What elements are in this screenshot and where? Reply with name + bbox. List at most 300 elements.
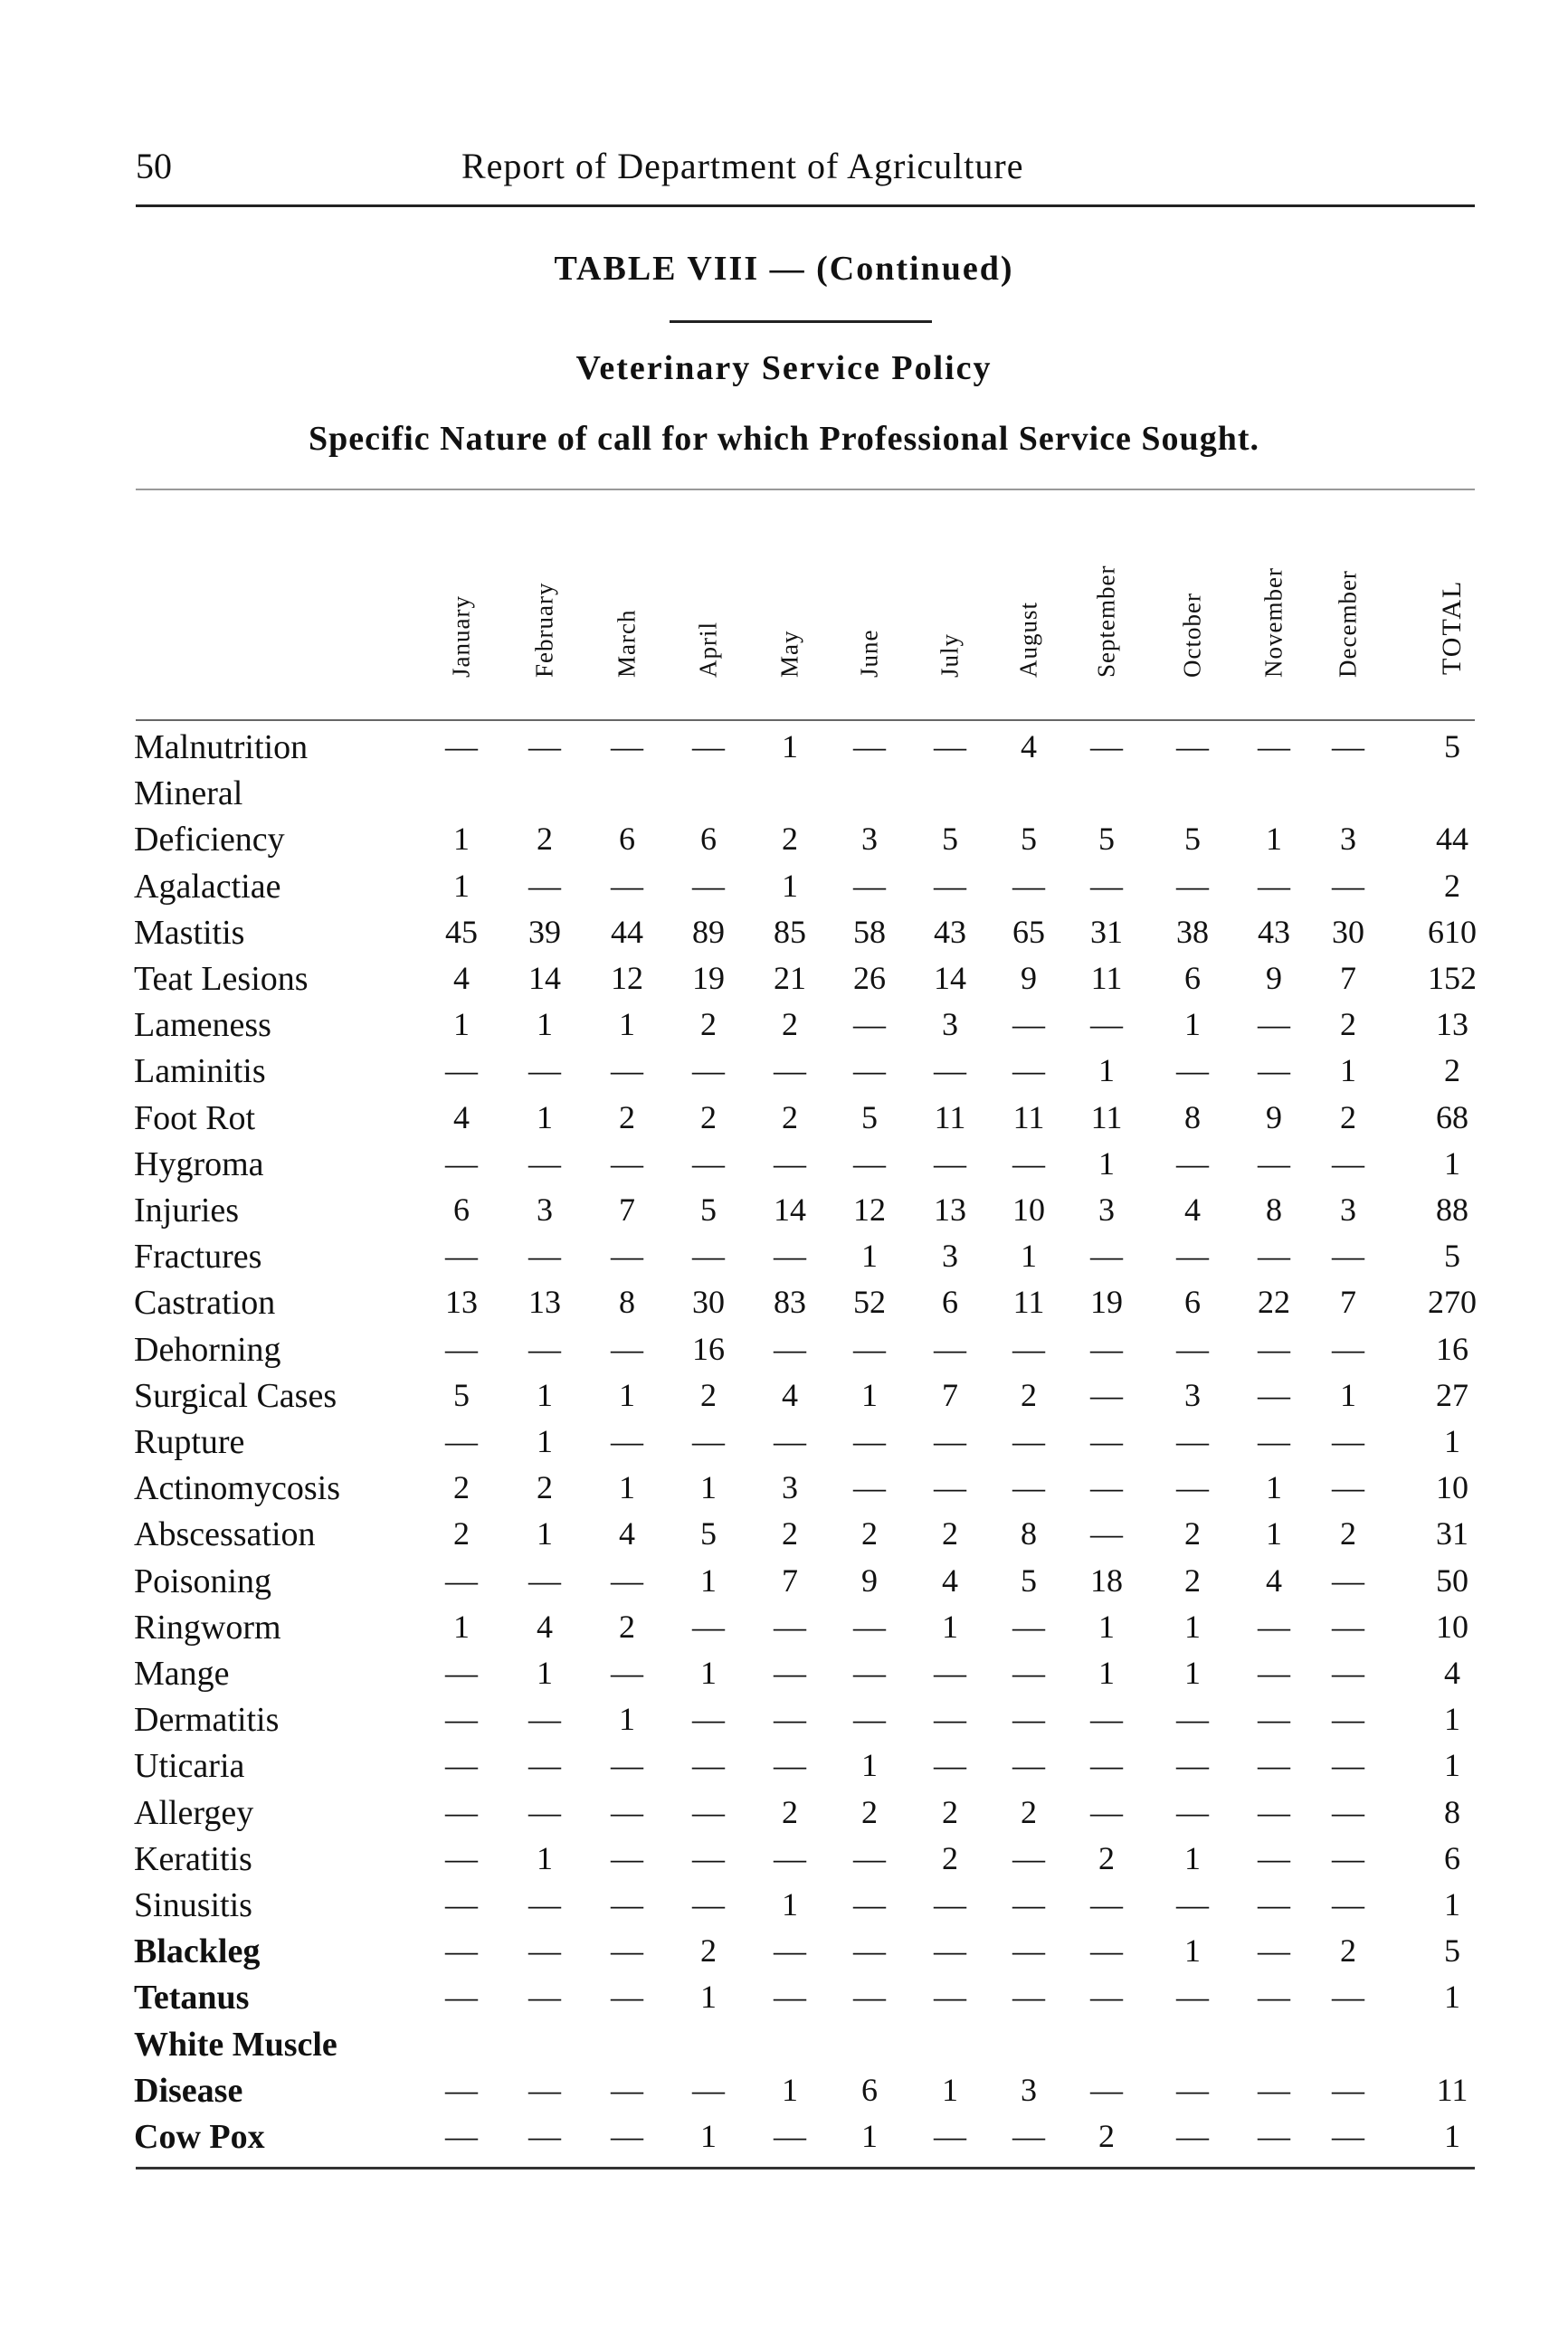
table-cell: — [1332,1469,1364,1506]
table-cell: — [611,1330,643,1367]
table-cell: — [611,1144,643,1182]
table-cell: — [934,1701,966,1738]
table-cell: 2 [1098,2118,1115,2154]
table-cell: — [611,1655,643,1691]
table-cell: 2 [1184,1562,1201,1599]
table-row [0,1048,1568,1095]
row-label: Foot Rot [134,1098,256,1137]
table-cell: 88 [1436,1191,1468,1228]
table-cell: — [1176,1701,1209,1738]
table-cell: — [445,2071,478,2108]
row-label: Malnutrition [134,728,309,766]
table-row [0,1696,1568,1743]
column-header-label: November [1259,567,1288,678]
table-cell: 11 [1090,1098,1123,1135]
table-row [0,816,1568,863]
table-cell: 1 [1444,1144,1460,1182]
table-row [0,1419,1568,1466]
column-header-november [1251,507,1297,706]
table-cell: — [1258,1006,1290,1043]
table-cell: — [1332,2118,1364,2154]
table-cell: — [611,2118,643,2154]
table-cell: 8 [1444,1793,1460,1830]
table-cell: 4 [1184,1191,1201,1228]
table-cell: — [692,1886,725,1923]
table-cell: 13 [528,1284,561,1321]
table-cell: 14 [528,960,561,996]
table-cell: 4 [453,1098,470,1135]
table-cell: — [1332,1979,1364,2016]
table-row [0,770,1568,817]
row-label: Ringworm [134,1608,281,1647]
table-cell: 10 [1436,1608,1468,1645]
table-row [0,1974,1568,2021]
table-cell: 4 [1444,1655,1460,1691]
table-cell: — [528,1886,561,1923]
table-cell: 3 [1340,1191,1356,1228]
table-cell: — [853,1932,886,1970]
table-cell: 2 [1021,1793,1037,1830]
table-cell: 1 [1444,1886,1460,1923]
table-cell: 5 [1444,1932,1460,1970]
row-label: Blackleg [134,1932,261,1971]
table-cell: 22 [1258,1284,1290,1321]
table-row [0,1372,1568,1419]
table-cell: 2 [1021,1376,1037,1413]
table-cell: — [1012,1423,1045,1459]
table-cell: 2 [453,1515,470,1552]
table-cell: — [611,1238,643,1275]
table-cell: 43 [934,913,966,950]
table-cell: — [1012,1886,1045,1923]
table-cell: — [1012,867,1045,904]
table-cell: — [934,1932,966,1970]
table-cell: 1 [700,1562,717,1599]
table-cell: — [1090,1515,1123,1552]
table-cell: — [1090,1932,1123,1970]
table-cell: — [445,1886,478,1923]
table-cell: — [1258,1238,1290,1275]
table-cell: — [611,1562,643,1599]
running-head: Report of Department of Agriculture [461,146,1024,186]
table-cell: — [445,1701,478,1738]
table-cell: 52 [853,1284,886,1321]
table-cell: 270 [1428,1284,1477,1321]
column-header-september [1084,507,1129,706]
table-cell: 2 [942,1839,958,1876]
table-cell: 1 [942,2071,958,2108]
table-cell: — [611,2071,643,2108]
table-cell: — [853,1330,886,1367]
page-header [127,145,1475,199]
table-cell: 10 [1436,1469,1468,1506]
table-cell: 1 [861,1376,878,1413]
table-cell: — [853,867,886,904]
table-cell: 6 [453,1191,470,1228]
column-header-label: February [530,582,558,678]
row-label: Mineral [134,774,243,813]
table-cell: 2 [861,1515,878,1552]
table-cell: 2 [700,1006,717,1043]
table-cell: 5 [942,821,958,858]
table-cell: — [445,1330,478,1367]
table-cell: — [1332,1839,1364,1876]
table-cell: — [528,1747,561,1784]
table-cell: 5 [1444,1238,1460,1275]
table-cell: — [611,1932,643,1970]
table-cell: 6 [700,821,717,858]
table-row [0,1141,1568,1188]
table-cell: 6 [619,821,635,858]
table-cell: — [692,728,725,764]
row-label: Surgical Cases [134,1376,337,1415]
table-cell: — [1332,1701,1364,1738]
table-cell: 1 [1266,1469,1282,1506]
table-cell: — [692,1238,725,1275]
table-cell: 1 [1184,1839,1201,1876]
table-row [0,724,1568,771]
table-cell: 1 [1184,1006,1201,1043]
table-cell: 3 [1098,1191,1115,1228]
table-cell: — [528,2118,561,2154]
table-row [0,1326,1568,1373]
table-cell: 1 [700,1655,717,1691]
header-bottom-rule [136,719,1475,721]
table-cell: 6 [1184,960,1201,996]
table-cell: — [1258,867,1290,904]
table-cell: 89 [692,913,725,950]
table-cell: 6 [1444,1839,1460,1876]
table-cell: 5 [1021,821,1037,858]
table-cell: — [692,1701,725,1738]
table-cell: 6 [942,1284,958,1321]
table-cell: 2 [1184,1515,1201,1552]
table-cell: — [774,1144,806,1182]
column-header-december [1326,507,1371,706]
table-cell: 7 [782,1562,798,1599]
table-cell: — [1258,1932,1290,1970]
table-cell: 8 [1266,1191,1282,1228]
table-cell: 3 [1340,821,1356,858]
table-cell: 1 [1098,1052,1115,1089]
table-cell: — [1090,1376,1123,1413]
table-cell: 2 [861,1793,878,1830]
table-cell: — [1332,1747,1364,1784]
table-row [0,1742,1568,1790]
table-cell: 1 [1021,1238,1037,1275]
table-cell: 1 [1098,1144,1115,1182]
table-cell: 1 [1340,1376,1356,1413]
table-cell: — [528,1979,561,2016]
table-title: TABLE VIII — (Continued) [554,250,1014,288]
table-cell: — [853,1701,886,1738]
row-label: Mastitis [134,913,245,952]
table-cell: 2 [782,1006,798,1043]
table-cell: 5 [1021,1562,1037,1599]
table-cell: — [774,1701,806,1738]
table-cell: 1 [453,867,470,904]
table-cell: 5 [1444,728,1460,764]
table-cell: — [774,1655,806,1691]
table-cell: — [445,728,478,764]
table-cell: — [692,1747,725,1784]
table-cell: — [611,1423,643,1459]
table-cell: 11 [1090,960,1123,996]
table-cell: — [692,1608,725,1645]
table-cell: — [1332,1655,1364,1691]
row-label: Lameness [134,1006,271,1045]
table-cell: — [1012,1469,1045,1506]
table-cell: 1 [861,1747,878,1784]
table-cell: — [1332,867,1364,904]
table-cell: — [1090,1238,1123,1275]
row-label: Castration [134,1284,276,1323]
table-cell: 2 [942,1515,958,1552]
table-cell: — [611,1886,643,1923]
table-cell: 1 [1444,1701,1460,1738]
column-header-label: May [775,630,803,678]
column-header-april [686,507,731,706]
table-cell: — [1012,1330,1045,1367]
table-cell: — [692,2071,725,2108]
table-cell: 10 [1012,1191,1045,1228]
table-cell: — [774,1052,806,1089]
table-cell: — [692,1793,725,1830]
table-cell: 2 [1340,1515,1356,1552]
table-cell: — [1258,1793,1290,1830]
row-label: Poisoning [134,1562,272,1600]
table-cell: 43 [1258,913,1290,950]
table-cell: 1 [1444,1423,1460,1459]
table-cell: — [1012,1052,1045,1089]
table-cell: 7 [942,1376,958,1413]
table-cell: — [1176,1979,1209,2016]
table-cell: 1 [700,2118,717,2154]
table-cell: 11 [934,1098,966,1135]
table-row [0,1002,1568,1049]
table-cell: — [1258,1144,1290,1182]
column-header-july [927,507,973,706]
column-header-total [1430,507,1475,706]
table-cell: — [1258,1423,1290,1459]
table-cell: — [1332,1423,1364,1459]
table-cell: 16 [692,1330,725,1367]
table-cell: 1 [537,1098,553,1135]
table-cell: 610 [1428,913,1477,950]
table-cell: — [1176,1793,1209,1830]
table-row [0,1187,1568,1234]
table-row [0,1233,1568,1280]
table-cell: 2 [1444,867,1460,904]
table-cell: — [528,1793,561,1830]
table-cell: — [774,1839,806,1876]
table-row [0,909,1568,956]
table-cell: 1 [619,1006,635,1043]
table-cell: 7 [1340,1284,1356,1321]
table-cell: 1 [453,1006,470,1043]
table-cell: — [528,1701,561,1738]
table-cell: — [774,2118,806,2154]
table-cell: — [692,1052,725,1089]
table-cell: — [692,1423,725,1459]
table-cell: — [774,1423,806,1459]
table-cell: — [934,1747,966,1784]
table-cell: — [1012,1839,1045,1876]
table-cell: 1 [537,1839,553,1876]
column-header-march [604,507,650,706]
table-cell: — [774,1330,806,1367]
table-cell: — [528,867,561,904]
table-cell: 8 [1021,1515,1037,1552]
table-row [0,1511,1568,1558]
column-header-label: September [1092,565,1120,678]
table-cell: — [1332,1886,1364,1923]
table-cell: 2 [1444,1052,1460,1089]
table-cell: 2 [700,1932,717,1970]
table-cell: — [1012,1608,1045,1645]
table-cell: — [1258,1747,1290,1784]
table-cell: 6 [861,2071,878,2108]
table-cell: — [934,1052,966,1089]
table-cell: — [445,1562,478,1599]
table-cell: — [934,1979,966,2016]
table-cell: 3 [942,1006,958,1043]
table-cell: 4 [1021,728,1037,764]
table-cell: 2 [619,1098,635,1135]
table-cell: 5 [700,1515,717,1552]
table-cell: 26 [853,960,886,996]
table-cell: — [934,728,966,764]
table-cell: — [1332,1238,1364,1275]
table-cell: — [1176,1469,1209,1506]
table-cell: — [1258,1839,1290,1876]
table-cell: 7 [1340,960,1356,996]
column-header-label: March [613,609,641,678]
table-cell: — [934,867,966,904]
table-cell: — [1176,1886,1209,1923]
table-row [0,1279,1568,1326]
row-label: Uticaria [134,1747,245,1786]
table-cell: — [1176,1052,1209,1089]
table-cell: 1 [1266,1515,1282,1552]
table-cell: — [1258,1052,1290,1089]
table-cell: 12 [611,960,643,996]
table-cell: 44 [611,913,643,950]
row-label: Dehorning [134,1330,281,1369]
table-cell: 3 [1184,1376,1201,1413]
table-cell: — [1332,728,1364,764]
column-header-august [1006,507,1051,706]
table-cell: 12 [853,1191,886,1228]
table-cell: 14 [934,960,966,996]
table-cell: — [934,1423,966,1459]
column-header-label: TOTAL [1437,579,1467,675]
table-cell: — [445,1655,478,1691]
table-cell: 5 [1098,821,1115,858]
table-cell: — [1090,1793,1123,1830]
table-cell: — [528,728,561,764]
table-cell: — [853,1608,886,1645]
table-cell: 1 [619,1376,635,1413]
table-cell: — [1258,728,1290,764]
table-cell: — [1090,867,1123,904]
table-cell: 11 [1012,1284,1045,1321]
row-label: Fractures [134,1238,262,1277]
table-description: Specific Nature of call for which Professional Service Sought. [309,420,1259,458]
table-cell: 1 [861,1238,878,1275]
table-cell: — [1176,867,1209,904]
table-cell: 85 [774,913,806,950]
row-label: Keratitis [134,1839,252,1878]
table-cell: — [445,1238,478,1275]
table-cell: — [1258,1886,1290,1923]
table-cell: — [1090,2071,1123,2108]
table-cell: — [611,1839,643,1876]
table-cell: — [1258,1979,1290,2016]
row-label: White Muscle [134,2025,337,2064]
table-cell: — [1090,728,1123,764]
column-header-label: January [447,595,475,678]
table-cell: — [445,1839,478,1876]
header-rule [136,204,1475,207]
table-cell: 27 [1436,1376,1468,1413]
table-cell: 6 [1184,1284,1201,1321]
table-top-rule [136,489,1475,490]
table-cell: — [611,1052,643,1089]
table-cell: 1 [1184,1655,1201,1691]
row-label: Rupture [134,1423,245,1461]
row-label: Deficiency [134,821,285,859]
table-cell: 2 [782,821,798,858]
table-cell: — [1090,1886,1123,1923]
table-cell: — [1012,1655,1045,1691]
table-cell: — [1090,1701,1123,1738]
table-row [0,2021,1568,2068]
table-cell: 1 [619,1701,635,1738]
row-label: Mange [134,1655,230,1693]
table-cell: 1 [537,1006,553,1043]
table-cell: 1 [537,1515,553,1552]
table-cell: — [445,1052,478,1089]
table-cell: — [853,1655,886,1691]
table-row [0,2113,1568,2160]
table-cell: 2 [453,1469,470,1506]
table-cell: 2 [700,1098,717,1135]
table-cell: 44 [1436,821,1468,858]
table-cell: — [853,1979,886,2016]
table-cell: 1 [537,1423,553,1459]
column-header-october [1170,507,1215,706]
table-cell: 5 [453,1376,470,1413]
table-cell: — [1332,1793,1364,1830]
table-cell: — [611,1793,643,1830]
table-cell: 45 [445,913,478,950]
table-cell: — [611,728,643,764]
table-cell: 1 [782,867,798,904]
table-cell: — [1090,1423,1123,1459]
table-cell: — [934,2118,966,2154]
row-label: Agalactiae [134,867,281,906]
table-cell: — [528,1562,561,1599]
table-cell: — [1090,1747,1123,1784]
table-cell: 19 [692,960,725,996]
column-header-label: July [936,632,964,678]
table-cell: — [1176,1330,1209,1367]
row-label: Allergey [134,1793,254,1832]
table-cell: 1 [700,1469,717,1506]
table-cell: 1 [782,2071,798,2108]
table-cell: 1 [537,1376,553,1413]
